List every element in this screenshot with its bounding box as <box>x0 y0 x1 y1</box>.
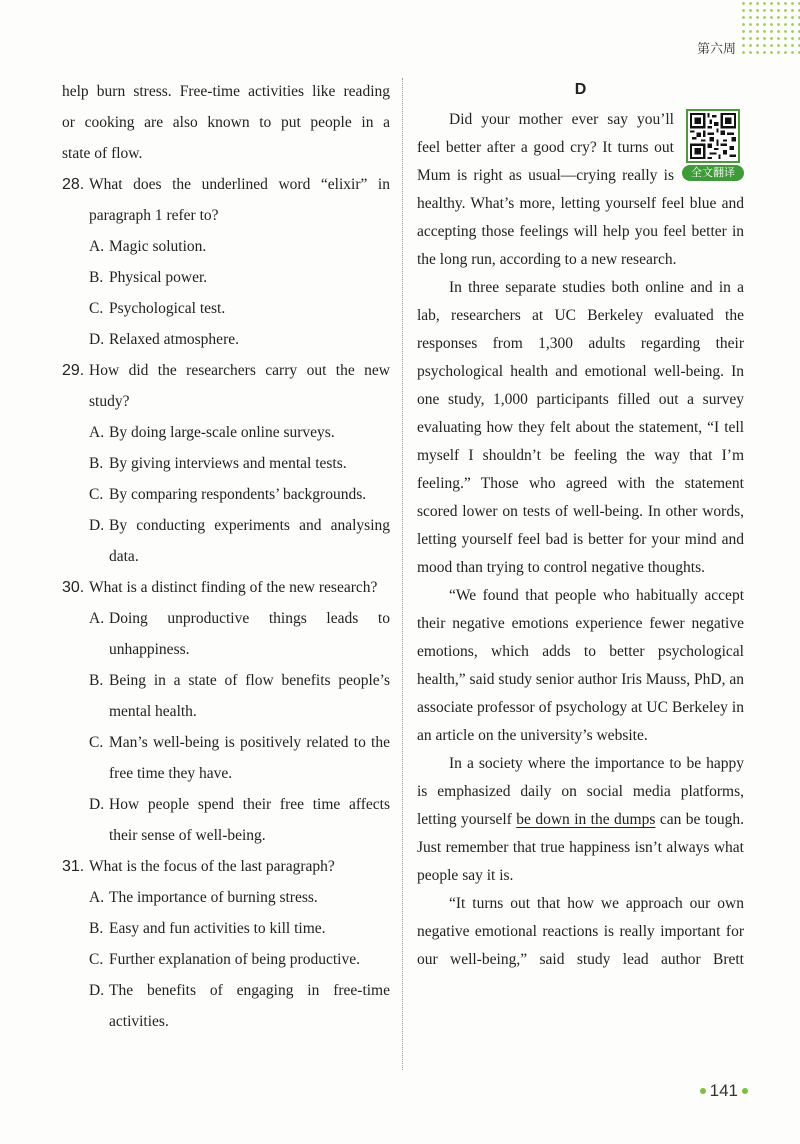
passage-title: D <box>574 81 587 98</box>
passage-paragraph-5: “It turns out that how we approach our own negative emotional reactions is really important for our well-being,” said study lead author Brett <box>417 895 744 968</box>
answer-option[interactable] <box>62 417 390 448</box>
answer-option[interactable] <box>62 882 390 913</box>
option-text: The benefits of engaging in free-time activities. <box>109 982 390 1030</box>
decorative-dot-pattern <box>740 0 800 58</box>
option-label: A. <box>89 238 105 255</box>
question-stem <box>62 169 390 231</box>
week-label: 第六周 <box>696 42 736 57</box>
option-text: By doing large-scale online surveys. <box>109 424 335 441</box>
option-label: C. <box>89 734 104 751</box>
question-29 <box>62 355 390 572</box>
option-label: B. <box>89 269 104 286</box>
answer-option[interactable] <box>62 231 390 262</box>
text-line: help burn stress. Free-time activities like reading <box>62 83 390 100</box>
answer-option[interactable] <box>62 293 390 324</box>
page-number <box>700 1081 748 1101</box>
bullet-dot-icon <box>742 1088 748 1094</box>
question-text: What is the focus of the last paragraph? <box>89 858 335 875</box>
option-label: B. <box>89 455 104 472</box>
option-label: D. <box>89 331 105 348</box>
question-number: 29. <box>62 362 85 379</box>
question-31 <box>62 851 390 1037</box>
paragraph-text: In a society where the importance to be happy is emphasized daily on social media platforms, letting yourself <box>417 755 744 828</box>
answer-option[interactable] <box>62 975 390 1037</box>
answer-option[interactable] <box>62 479 390 510</box>
option-text: Psychological test. <box>109 300 226 317</box>
option-label: D. <box>89 982 105 999</box>
qr-full-translation-label[interactable]: 全文翻译 <box>682 165 744 181</box>
option-text: Physical power. <box>109 269 208 286</box>
option-label: B. <box>89 672 104 689</box>
qr-translation-widget[interactable] <box>682 109 744 183</box>
option-text: How people spend their free time affects their sense of well-being. <box>109 796 390 844</box>
question-stem <box>62 851 390 882</box>
question-number: 28. <box>62 176 85 193</box>
question-30 <box>62 572 390 851</box>
question-stem <box>62 572 390 603</box>
question-stem <box>62 355 390 417</box>
question-number: 31. <box>62 858 85 875</box>
option-label: A. <box>89 424 105 441</box>
right-column <box>417 76 744 974</box>
option-text: By conducting experiments and analysing data. <box>109 517 390 565</box>
question-text: What does the underlined word “elixir” in paragraph 1 refer to? <box>89 176 390 224</box>
option-text: Relaxed atmosphere. <box>109 331 239 348</box>
answer-option[interactable] <box>62 789 390 851</box>
option-text: By giving interviews and mental tests. <box>109 455 347 472</box>
option-text: Magic solution. <box>109 238 207 255</box>
qr-code-icon[interactable] <box>686 109 740 163</box>
passage-paragraph-1: Did your mother ever say you’ll feel better after a good cry? It turns out Mum is right as usual—crying really is healthy. What’s more, letting yourself feel blue and accepting those feelings will help you feel better in the long run, according to a new research. <box>417 111 744 268</box>
underlined-phrase: be down in the dumps <box>516 811 656 828</box>
option-label: A. <box>89 889 105 906</box>
passage-paragraph-3: “We found that people who habitually accept their negative emotions experience fewer negative emotions, which adds to better psychological health,” said study senior author Iris Mauss, PhD, an associate professor of psychology at UC Berkeley in an article on the university’s website. <box>417 587 744 744</box>
option-text: The importance of burning stress. <box>109 889 318 906</box>
option-label: A. <box>89 610 105 627</box>
option-label: D. <box>89 796 105 813</box>
answer-option[interactable] <box>62 665 390 727</box>
answer-option[interactable] <box>62 262 390 293</box>
answer-option[interactable] <box>62 913 390 944</box>
option-text: By comparing respondents’ backgrounds. <box>109 486 367 503</box>
text-line: state of flow. <box>62 145 143 162</box>
answer-option[interactable] <box>62 510 390 572</box>
passage-paragraph-2: In three separate studies both online and in a lab, researchers at UC Berkeley evaluated the responses from 1,300 adults regarding their psychological health and emotional well-being. In one study, 1,000 participants filled out a survey evaluating how they felt about the statement, “I tell myself I shouldn’t be feeling the way that I’m feeling.” Those who agreed with the statement scored lower on tests of well-being. In other words, letting yourself feel bad is better for your mind and mood than trying to control negative thoughts. <box>417 279 744 576</box>
question-text: How did the researchers carry out the new study? <box>89 362 390 410</box>
answer-option[interactable] <box>62 448 390 479</box>
passage-continuation <box>62 76 390 169</box>
option-text: Man’s well-being is positively related to the free time they have. <box>109 734 390 782</box>
answer-option[interactable] <box>62 324 390 355</box>
answer-option[interactable] <box>62 603 390 665</box>
passage-paragraph-4 <box>417 750 744 890</box>
answer-option[interactable] <box>62 727 390 789</box>
option-label: C. <box>89 951 104 968</box>
option-label: C. <box>89 486 104 503</box>
question-text: What is a distinct finding of the new research? <box>89 579 378 596</box>
text-line: or cooking are also known to put people in a <box>62 114 390 131</box>
answer-option[interactable] <box>62 944 390 975</box>
left-column <box>62 76 390 1037</box>
paragraph-text: can be tough. Just remember that true happiness isn’t always what people say it is. <box>417 811 744 884</box>
option-text: Being in a state of flow benefits people’s mental health. <box>109 672 390 720</box>
column-divider <box>402 78 403 1070</box>
question-number: 30. <box>62 579 85 596</box>
option-label: C. <box>89 300 104 317</box>
question-28 <box>62 169 390 355</box>
option-label: B. <box>89 920 104 937</box>
option-label: D. <box>89 517 105 534</box>
option-text: Further explanation of being productive. <box>109 951 360 968</box>
bullet-dot-icon <box>700 1088 706 1094</box>
option-text: Easy and fun activities to kill time. <box>109 920 326 937</box>
option-text: Doing unproductive things leads to unhappiness. <box>109 610 390 658</box>
page-number-text: 141 <box>709 1081 738 1100</box>
